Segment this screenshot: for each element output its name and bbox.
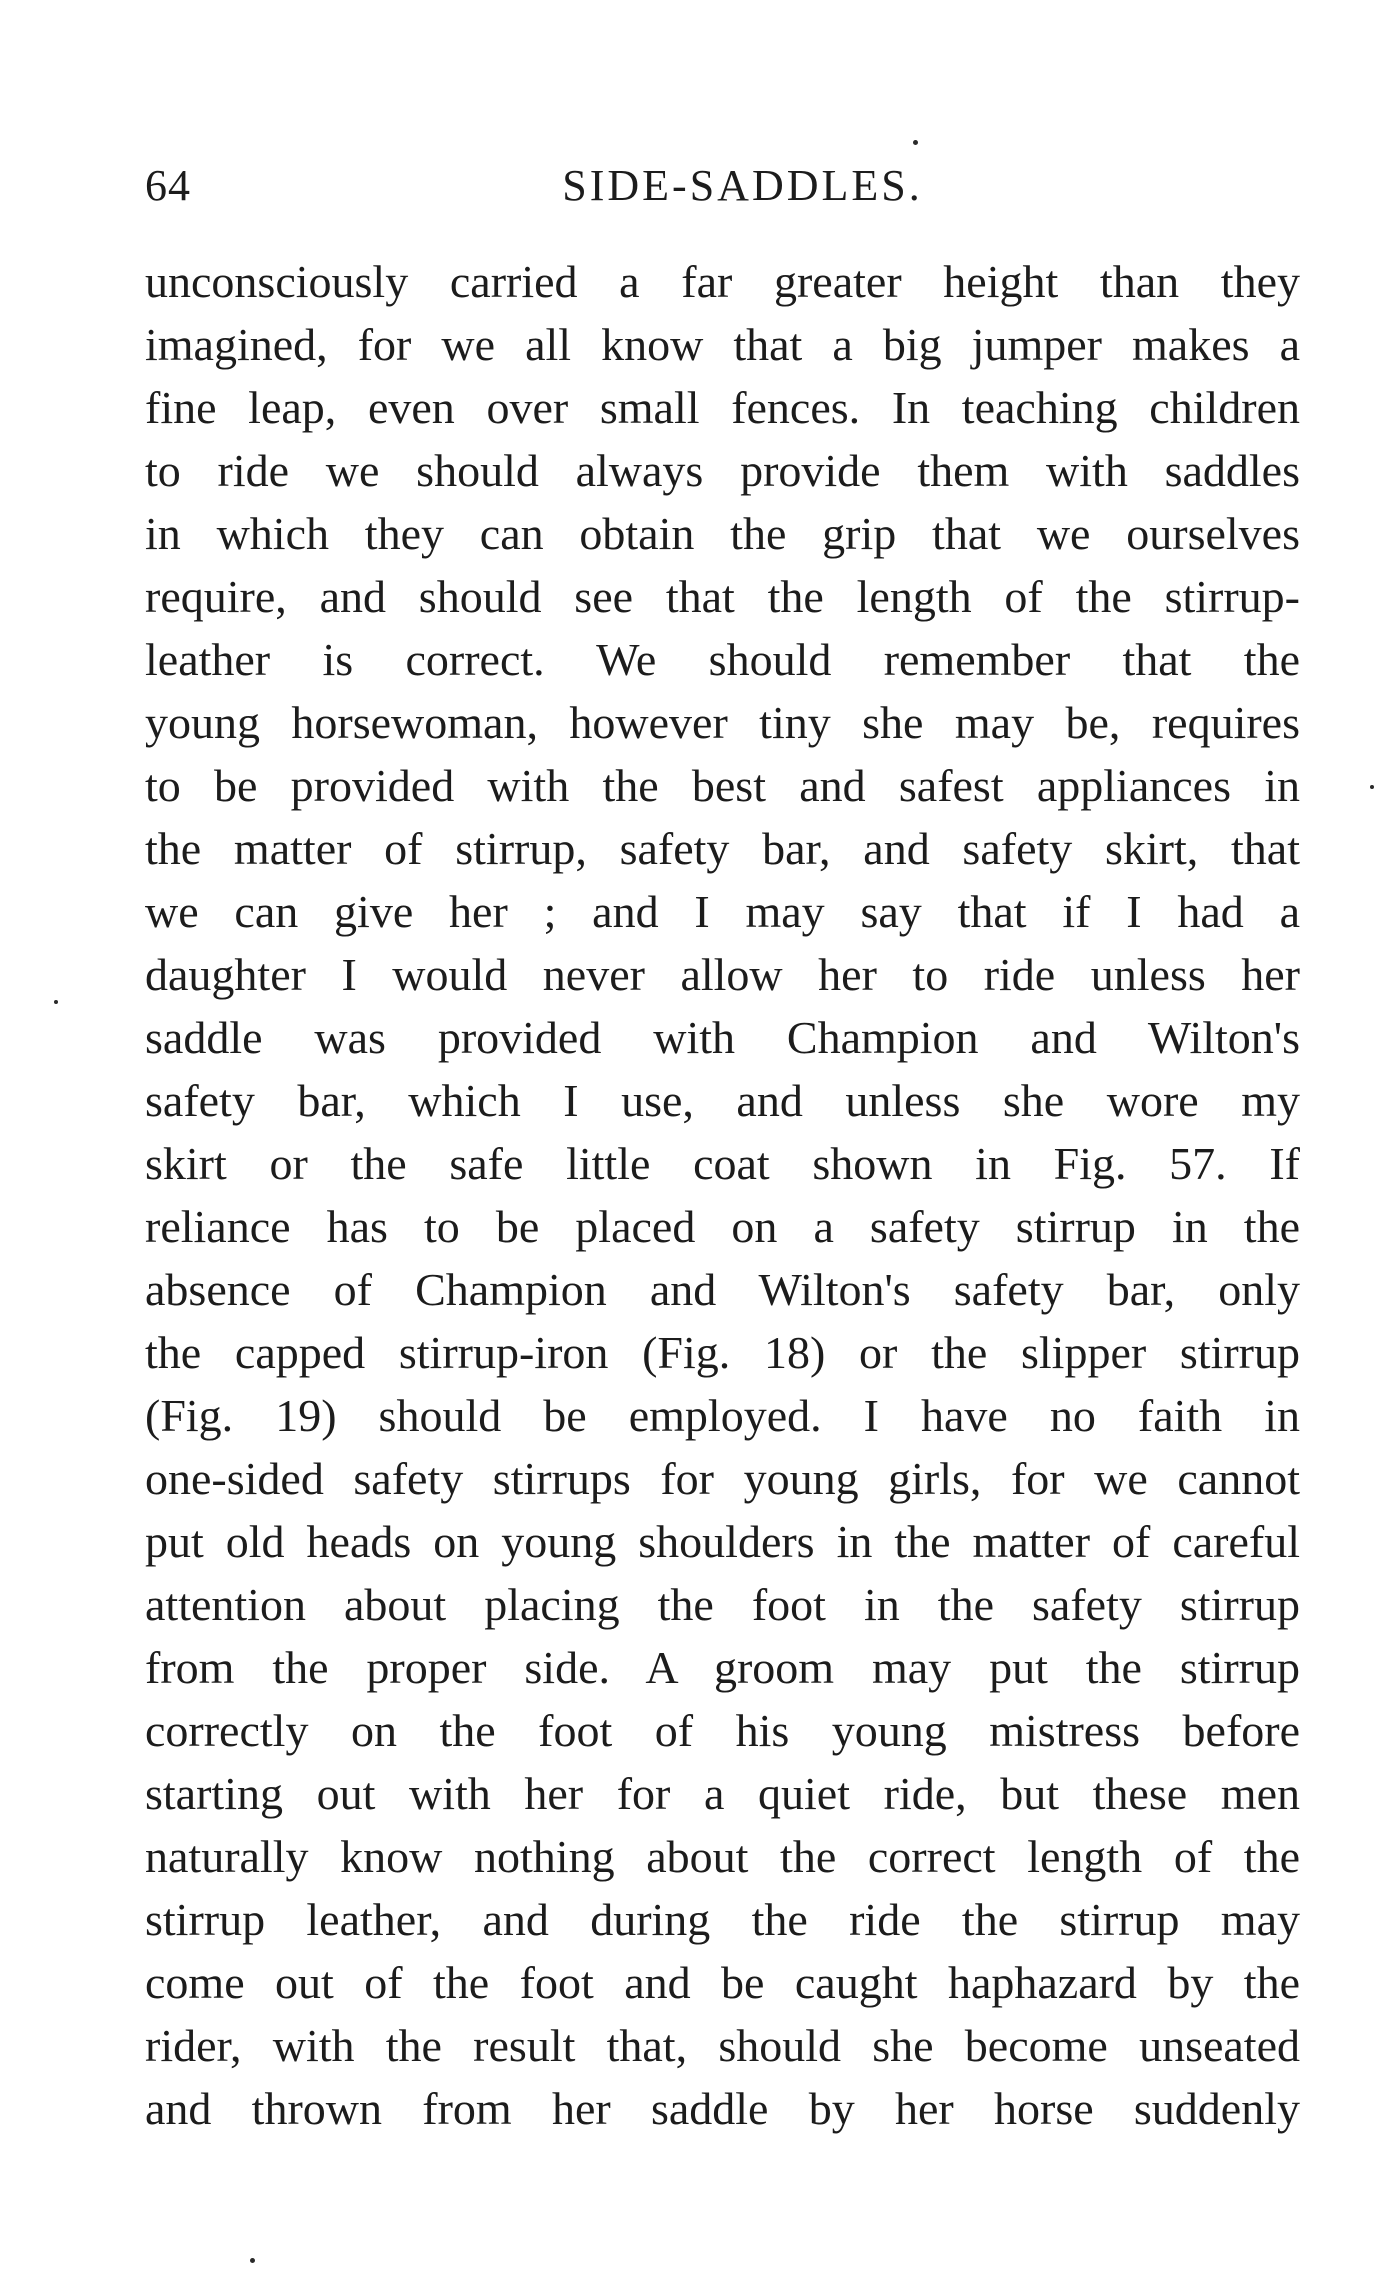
text-line: put old heads on young shoulders in the matter of careful xyxy=(145,1516,1300,1567)
text-line: reliance has to be placed on a safety stirrup in the xyxy=(145,1201,1300,1252)
text-line: safety bar, which I use, and unless she wore my xyxy=(145,1075,1300,1126)
text-line: to be provided with the best and safest appliances in xyxy=(145,760,1300,811)
text-line: absence of Champion and Wilton's safety bar, only xyxy=(145,1264,1300,1315)
text-line: fine leap, even over small fences. In teaching children xyxy=(145,382,1300,433)
running-title: SIDE-SADDLES. xyxy=(562,161,923,210)
scan-speck xyxy=(250,2258,255,2263)
text-line: (Fig. 19) should be employed. I have no faith in xyxy=(145,1390,1300,1441)
scan-speck xyxy=(54,1000,58,1004)
text-line: come out of the foot and be caught haphazard by the xyxy=(145,1957,1300,2008)
text-line: saddle was provided with Champion and Wilton's xyxy=(145,1012,1300,1063)
text-line: rider, with the result that, should she become unseated xyxy=(145,2020,1300,2071)
text-line: naturally know nothing about the correct length of the xyxy=(145,1831,1300,1882)
text-line: starting out with her for a quiet ride, but these men xyxy=(145,1768,1300,1819)
text-line: skirt or the safe little coat shown in Fig. 57. If xyxy=(145,1138,1300,1189)
text-line: imagined, for we all know that a big jumper makes a xyxy=(145,319,1300,370)
text-line: the matter of stirrup, safety bar, and safety skirt, that xyxy=(145,823,1300,874)
text-line: in which they can obtain the grip that we ourselves xyxy=(145,508,1300,559)
text-line: and thrown from her saddle by her horse suddenly xyxy=(145,2083,1300,2134)
text-line: leather is correct. We should remember that the xyxy=(145,634,1300,685)
text-line: the capped stirrup-iron (Fig. 18) or the slipper stirrup xyxy=(145,1327,1300,1378)
text-line: daughter I would never allow her to ride unless her xyxy=(145,949,1300,1000)
page-number: 64 xyxy=(145,161,191,210)
body-text xyxy=(145,250,1300,2140)
running-head xyxy=(145,160,1300,220)
text-line: young horsewoman, however tiny she may be, requires xyxy=(145,697,1300,748)
text-line: correctly on the foot of his young mistress before xyxy=(145,1705,1300,1756)
text-line: unconsciously carried a far greater height than they xyxy=(145,256,1300,307)
text-line: one-sided safety stirrups for young girls, for we cannot xyxy=(145,1453,1300,1504)
scan-speck xyxy=(1370,785,1374,789)
text-line: we can give her ; and I may say that if I had a xyxy=(145,886,1300,937)
text-line: to ride we should always provide them with saddles xyxy=(145,445,1300,496)
text-line: require, and should see that the length of the stirrup- xyxy=(145,571,1300,622)
text-line: attention about placing the foot in the safety stirrup xyxy=(145,1579,1300,1630)
text-line: from the proper side. A groom may put the stirrup xyxy=(145,1642,1300,1693)
scan-speck xyxy=(913,140,918,145)
text-line: stirrup leather, and during the ride the stirrup may xyxy=(145,1894,1300,1945)
